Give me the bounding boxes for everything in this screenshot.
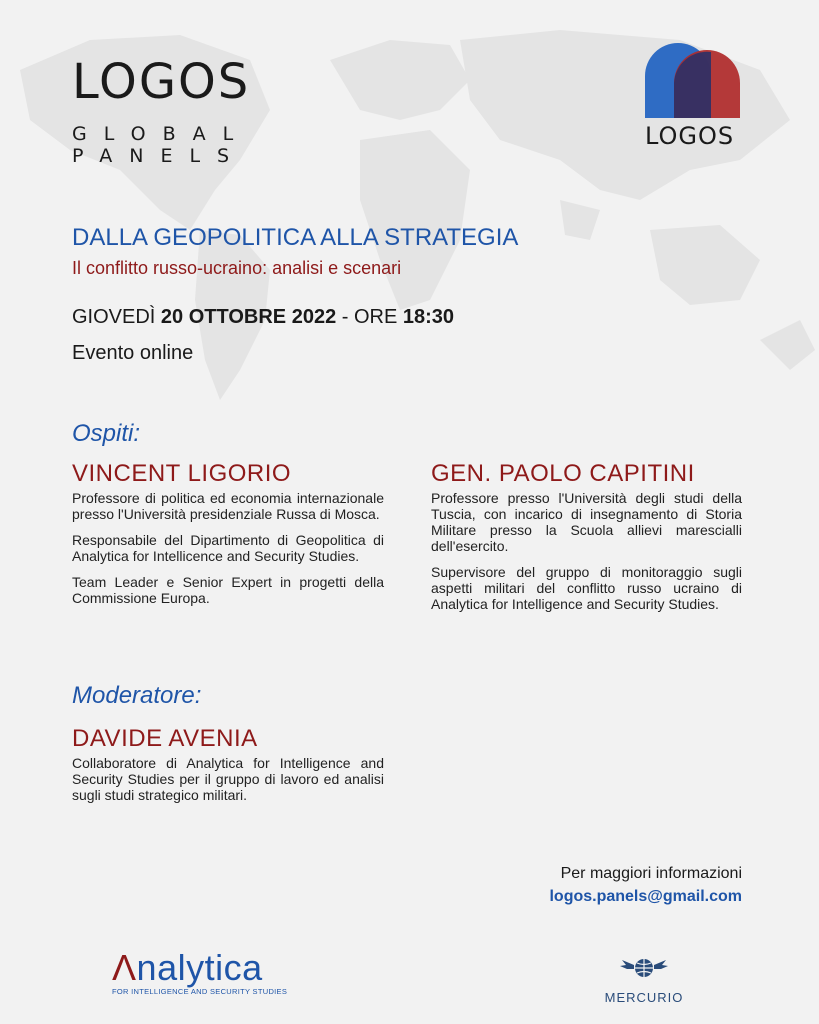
event-date: 20 OTTOBRE 2022 (160, 306, 337, 328)
brand-title: LOGOS (72, 54, 251, 110)
event-format: Evento online (72, 342, 194, 364)
guest-bio: Professore di politica ed economia internazionale presso l'Università presidenziale Russa di Mosca. (72, 490, 384, 522)
guest-bio: Professore presso l'Università degli studi della Tuscia, con incarico di insegnamento di Storia Militare presso la Scuola allievi marescialli dell'esercito. (431, 490, 742, 554)
contact-info (549, 862, 742, 908)
event-datetime (72, 306, 454, 329)
analytica-logo-mark: Λ (112, 947, 137, 988)
brand-subtitle-line2: PANELS (72, 145, 247, 167)
analytica-tagline: FOR INTELLIGENCE AND SECURITY STUDIES (112, 987, 288, 996)
contact-label: Per maggiori informazioni (560, 865, 742, 882)
analytica-logo (112, 947, 288, 996)
guest-bio: Team Leader e Senior Expert in progetti della Commissione Europa. (72, 574, 384, 606)
moderator-name: DAVIDE AVENIA (72, 725, 258, 752)
logo-label: LOGOS (645, 122, 735, 150)
event-day: GIOVEDÌ (72, 306, 156, 328)
guest-card-capitini (431, 460, 742, 622)
guest-name: GEN. PAOLO CAPITINI (431, 460, 695, 487)
event-title: DALLA GEOPOLITICA ALLA STRATEGIA (72, 224, 519, 251)
guest-bio: Responsabile del Dipartimento di Geopolitica di Analytica for Intellicence and Security Studies. (72, 532, 384, 564)
guest-name: VINCENT LIGORIO (72, 460, 292, 487)
guest-bio: Supervisore del gruppo di monitoraggio sugli aspetti militari del conflitto russo ucraino di Analytica for Intelligence and Security Studies. (431, 564, 742, 612)
moderator-card (72, 725, 384, 813)
event-subtitle: Il conflitto russo-ucraino: analisi e scenari (72, 258, 402, 278)
mercurio-logo (594, 955, 694, 1005)
event-time: 18:30 (402, 306, 455, 328)
event-time-prefix: - ORE (341, 306, 398, 328)
moderator-heading: Moderatore: (72, 682, 202, 709)
brand-subtitle-line1: GLOBAL (72, 123, 251, 145)
analytica-wordmark: nalytica (136, 947, 263, 988)
moderator-bio: Collaboratore di Analytica for Intelligence and Security Studies per il gruppo di lavoro ed analisi sugli studi strategico militari. (72, 755, 384, 803)
guests-heading: Ospiti: (72, 420, 141, 447)
mercurio-globe-icon (620, 955, 668, 981)
contact-email-link[interactable]: logos.panels@gmail.com (549, 888, 742, 905)
mercurio-label: MERCURIO (604, 990, 684, 1005)
guest-card-ligorio (72, 460, 384, 616)
